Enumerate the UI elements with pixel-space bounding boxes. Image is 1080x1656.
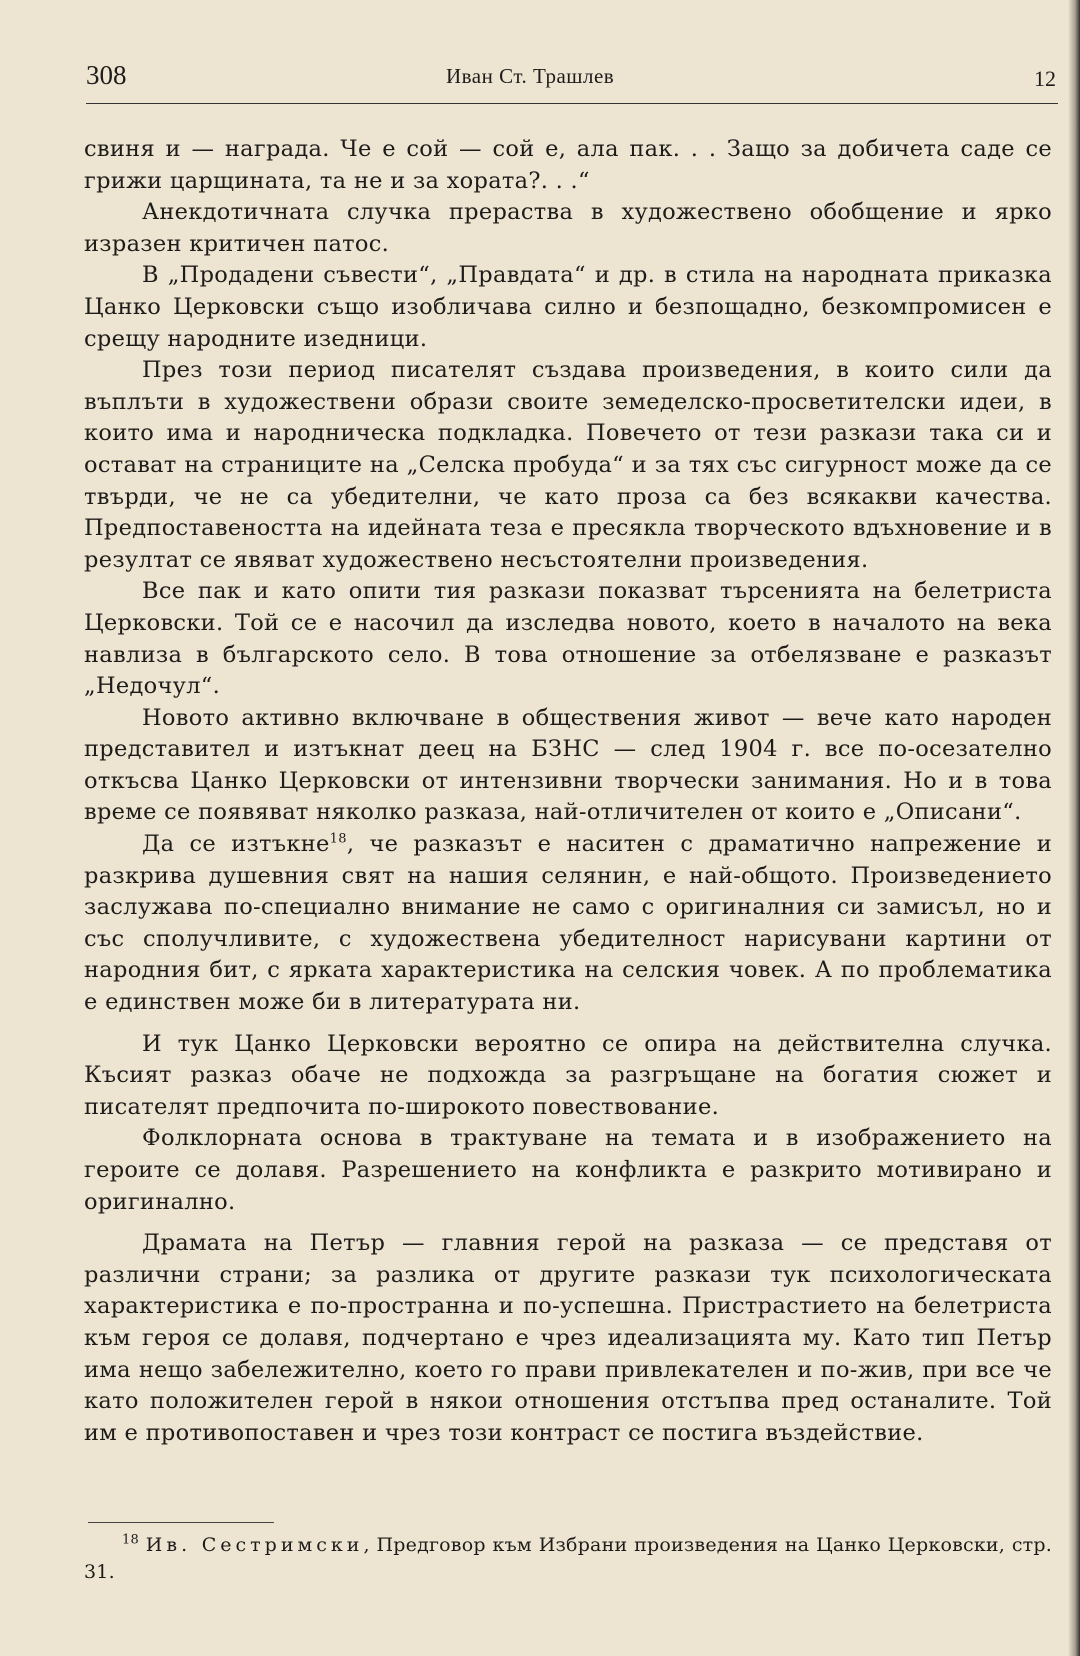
- page-number: 308: [86, 60, 127, 90]
- running-head: Иван Ст. Трашлев: [446, 64, 615, 88]
- paragraph-text-start: Да се изтъкне: [142, 831, 330, 858]
- page-edge-shadow: [1068, 0, 1080, 1656]
- paragraph: И тук Цанко Церковски вероятно се опира на действителна случка. Късият разказ обаче не подхожда за разгръщане на богатия сюжет и писателят предпочита по-широкото повествование.: [84, 1030, 1052, 1120]
- footnote-reference: 18: [329, 831, 347, 847]
- body-text: [84, 134, 1052, 1449]
- paragraph: Все пак и като опити тия разкази показват търсенията на белетриста Церковски. Той се е насочил да изследва новото, което в началото на века навлиза в българското село. В това отношение за отбелязване е разказът „Недочул“.: [84, 578, 1052, 700]
- paragraph: Новото активно включване в обществения живот — вече като народен представител и изтъкнат деец на БЗНС — след 1904 г. все по-осезателно откъсва Цанко Церковски от интензивни творчески занимания. Но и в това време се появяват няколко разказа, най-отличителен от които е „Описани“.: [84, 704, 1052, 826]
- paragraph: Фолклорната основа в трактуване на темата и в изображението на героите се долавя. Разрешението на конфликта е разкрито мотивирано и оригинално.: [84, 1125, 1052, 1215]
- paragraph: Драмата на Петър — главния герой на разказа — се представя от различни страни; за разлика от другите разкази тук психологическата характеристика е по-пространна и по-успешна. Пристрастието на белетриста към героя се долавя, подчертано е чрез идеализацията му. Като тип Петър има нещо забележително, което го прави привлекателен и по-жив, при все че като положителен герой в някои отношения отстъпва пред останалите. Той им е противопоставен и чрез този контраст се постига въздействие.: [84, 1230, 1052, 1446]
- paragraph: В „Продадени съвести“, „Правдата“ и др. в стила на народната приказка Цанко Церковски също изобличава силно и безпощадно, безкомпромисен е срещу народните изедници.: [84, 262, 1052, 352]
- paragraph: Анекдотичната случка прераства в художествено обобщение и ярко изразен критичен патос.: [84, 199, 1052, 257]
- chapter-number: 12: [1034, 66, 1056, 91]
- page-header: [86, 60, 1058, 100]
- footnote-text: , Предговор към Избрани произведения на Цанко Церковски, стр. 31.: [84, 1534, 1052, 1583]
- footnote-number: 18: [122, 1532, 139, 1548]
- footnote-rule: [88, 1522, 274, 1523]
- paragraph: свиня и — награда. Че е сой — сой е, ала пак. . . Защо за добичета саде се грижи царщината, та не и за хората?. . .“: [84, 136, 1052, 194]
- paragraph-text-rest: , че разказът е наситен с драматично напрежение и разкрива душевния свят на нашия селянин, е най-общото. Произведението заслужава по-специално внимание не само с оригиналния си замисъл, но и със сполучливите, с художествена убедителност нарисувани картини от народния бит, с ярката характеристика на селския човек. А по проблематика е единствен може би в литературата ни.: [84, 831, 1053, 1016]
- paragraph: През този период писателят създава произведения, в които сили да въплъти в художествени образи своите земеделско-просветителски идеи, в които има и народническа подкладка. Повечето от тези разкази така си и остават на страниците на „Селска пробуда“ и за тях със сигурност може да се твърди, че не са убедителни, че като проза са без всякакви качества. Предпоставеността на идейната теза е пресякла творческото вдъхновение и в резултат се явяват художествено несъстоятелни произведения.: [84, 357, 1052, 573]
- footnote: [84, 1532, 1052, 1586]
- header-rule: [86, 103, 1058, 104]
- footnote-author: Ив. Сестримски: [145, 1534, 364, 1556]
- paragraph-with-footnote-ref: [84, 829, 1052, 1019]
